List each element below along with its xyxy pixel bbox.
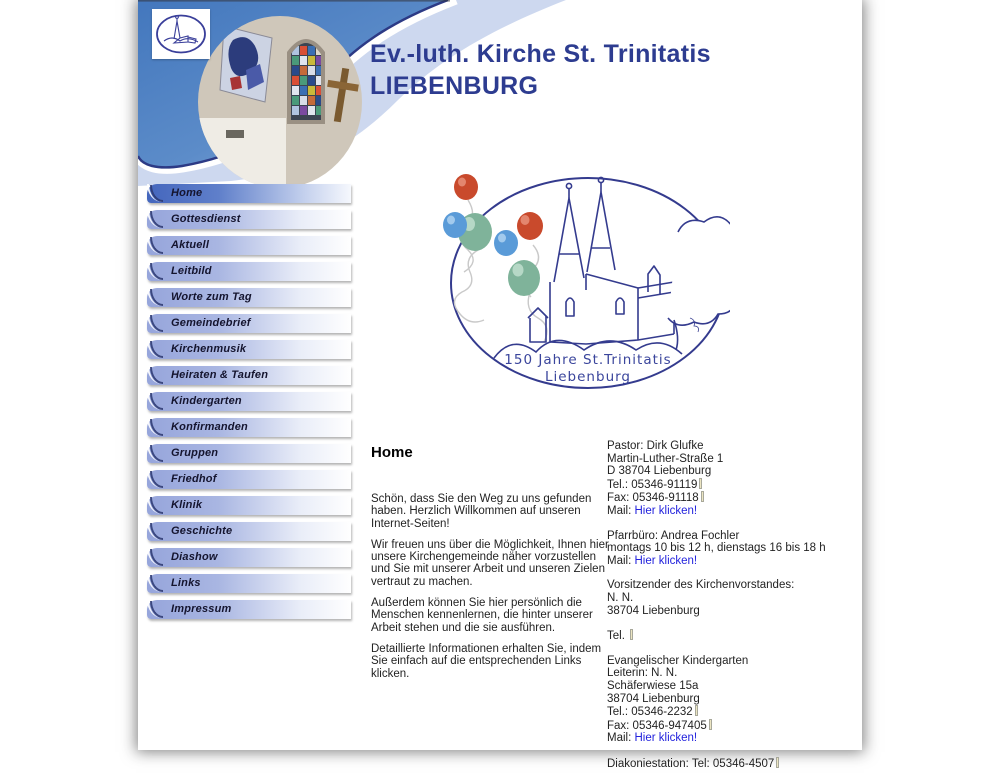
sidebar-item-worte-zum-tag[interactable]: [147, 288, 351, 307]
contact-line: [607, 440, 857, 453]
sidebar-item-links[interactable]: [147, 574, 351, 593]
sidebar-item-gruppen[interactable]: [147, 444, 351, 463]
paragraph: Schön, dass Sie den Weg zu uns gefunden haben. Herzlich Willkommen auf unseren Internet-Seiten!: [371, 493, 592, 530]
sidebar-item-leitbild[interactable]: [147, 262, 351, 281]
mail-link[interactable]: Hier klicken!: [634, 732, 698, 745]
sidebar-item-label: Impressum: [171, 603, 232, 615]
sidebar-item-impressum[interactable]: [147, 600, 351, 619]
contact-line: [607, 491, 857, 505]
contact-block: [607, 530, 857, 568]
emblem-caption-line2: Liebenburg: [544, 369, 632, 385]
contact-line: [607, 530, 857, 543]
contact-text: Tel.: 05346-91119: [607, 478, 698, 491]
contact-line: [607, 555, 857, 568]
contact-line: [607, 478, 857, 492]
sidebar-item-label: Kirchenmusik: [171, 343, 247, 355]
contact-line: [607, 592, 857, 605]
sidebar-item-kindergarten[interactable]: [147, 392, 351, 411]
site-logo-badge: [152, 9, 210, 59]
contact-line: [607, 605, 857, 618]
text-caret: [701, 491, 704, 502]
contact-text: 38704 Liebenburg: [607, 604, 700, 617]
sidebar-item-label: Konfirmanden: [171, 421, 248, 433]
contact-text: Tel.: 05346-2232: [607, 706, 693, 719]
sidebar-item-geschichte[interactable]: [147, 522, 351, 541]
sidebar-item-label: Kindergarten: [171, 395, 242, 407]
content-heading: Home: [371, 444, 413, 461]
sidebar-item-label: Klinik: [171, 499, 203, 511]
contact-line: [607, 732, 857, 745]
contact-block: [607, 629, 857, 643]
contact-line: [607, 465, 857, 478]
contact-text: Mail:: [607, 732, 635, 745]
contact-line: [607, 453, 857, 466]
sidebar-item-gottesdienst[interactable]: [147, 210, 351, 229]
intro-paragraphs: [371, 493, 609, 689]
contact-line: [607, 542, 857, 555]
text-caret: [776, 757, 779, 768]
sidebar-item-label: Gemeindebrief: [171, 317, 251, 329]
page-title-line2: LIEBENBURG: [370, 72, 539, 100]
sidebar-item-konfirmanden[interactable]: [147, 418, 351, 437]
sidebar-item-label: Leitbild: [171, 265, 212, 277]
church-oval-sketch-icon: [152, 9, 210, 59]
sidebar-item-kirchenmusik[interactable]: [147, 340, 351, 359]
emblem-caption-line1: 150 Jahre St.Trinitatis: [504, 352, 672, 368]
contact-text: Fax: 05346-947405: [607, 719, 707, 732]
paragraph: Wir freuen uns über die Möglichkeit, Ihnen hier unsere Kirchengemeinde näher vorzustellen und Sie mit unserer Arbeit und unseren Zielen vertraut zu machen.: [371, 538, 609, 588]
contact-text: Martin-Luther-Straße 1: [607, 452, 724, 465]
contact-text: N. N.: [607, 591, 634, 604]
text-caret: [695, 705, 698, 716]
sidebar-item-label: Home: [171, 187, 203, 199]
contact-block: [607, 440, 857, 518]
contact-block: [607, 579, 857, 617]
mail-link[interactable]: Hier klicken!: [634, 504, 698, 517]
contact-text: 38704 Liebenburg: [607, 692, 700, 705]
contact-text: Diakoniestation: Tel: 05346-4507: [607, 757, 775, 770]
contact-line: [607, 629, 857, 643]
contact-line: [607, 655, 857, 668]
sidebar-item-gemeindebrief[interactable]: [147, 314, 351, 333]
page-title: [370, 38, 840, 102]
page-title-line1: Ev.-luth. Kirche St. Trinitatis: [370, 40, 711, 68]
sidebar-item-label: Geschichte: [171, 525, 233, 537]
paragraph: Detaillierte Informationen erhalten Sie, indem Sie einfach auf die entsprechenden Links klicken.: [371, 642, 602, 680]
contact-text: montags 10 bis 12 h, dienstags 16 bis 18 h: [607, 542, 826, 555]
sidebar-item-label: Diashow: [171, 551, 218, 563]
sidebar-item-label: Aktuell: [171, 239, 210, 251]
paragraph: Außerdem können Sie hier persönlich die Menschen kennenlernen, die hinter unserer Arbeit stehen und die sie ausführen.: [371, 597, 593, 634]
sidebar-item-label: Gottesdienst: [171, 213, 241, 225]
sidebar: [147, 184, 351, 626]
contact-text: Tel.: [607, 630, 629, 643]
contact-line: [607, 667, 857, 680]
anniversary-emblem: [438, 170, 730, 400]
anniversary-emblem-graphic: [438, 170, 730, 400]
contact-text: Vorsitzender des Kirchenvorstandes:: [607, 579, 795, 592]
sidebar-item-label: Friedhof: [171, 473, 217, 485]
sidebar-item-label: Heiraten & Taufen: [171, 369, 269, 381]
text-caret: [630, 629, 633, 640]
contact-line: [607, 505, 857, 518]
sidebar-item-klinik[interactable]: [147, 496, 351, 515]
sidebar-item-home[interactable]: [147, 184, 351, 203]
contact-text: Mail:: [607, 554, 635, 567]
sidebar-item-label: Links: [171, 577, 201, 589]
contact-line: [607, 579, 857, 592]
sidebar-item-aktuell[interactable]: [147, 236, 351, 255]
text-caret: [699, 478, 702, 489]
page: [138, 0, 862, 770]
sidebar-item-heiraten-taufen[interactable]: [147, 366, 351, 385]
header: [138, 0, 862, 186]
contact-column: [607, 440, 857, 782]
contact-line: [607, 757, 857, 771]
contact-line: [607, 680, 857, 693]
contact-line: [607, 693, 857, 706]
sidebar-item-label: Gruppen: [171, 447, 219, 459]
text-caret: [709, 719, 712, 730]
contact-line: [607, 719, 857, 733]
sidebar-item-diashow[interactable]: [147, 548, 351, 567]
sidebar-item-friedhof[interactable]: [147, 470, 351, 489]
contact-text: Leiterin: N. N.: [607, 667, 678, 680]
contact-text: Evangelischer Kindergarten: [607, 654, 749, 667]
mail-link[interactable]: Hier klicken!: [634, 554, 698, 567]
contact-text: D 38704 Liebenburg: [607, 465, 712, 478]
contact-block: [607, 655, 857, 745]
sidebar-item-label: Worte zum Tag: [171, 291, 252, 303]
contact-text: Mail:: [607, 504, 635, 517]
contact-text: Schäferwiese 15a: [607, 679, 699, 692]
contact-text: Pfarrbüro: Andrea Fochler: [607, 529, 740, 542]
contact-block: [607, 757, 857, 771]
contact-text: Pastor: Dirk Glufke: [607, 440, 704, 452]
contact-line: [607, 705, 857, 719]
contact-text: Fax: 05346-91118: [607, 492, 699, 505]
